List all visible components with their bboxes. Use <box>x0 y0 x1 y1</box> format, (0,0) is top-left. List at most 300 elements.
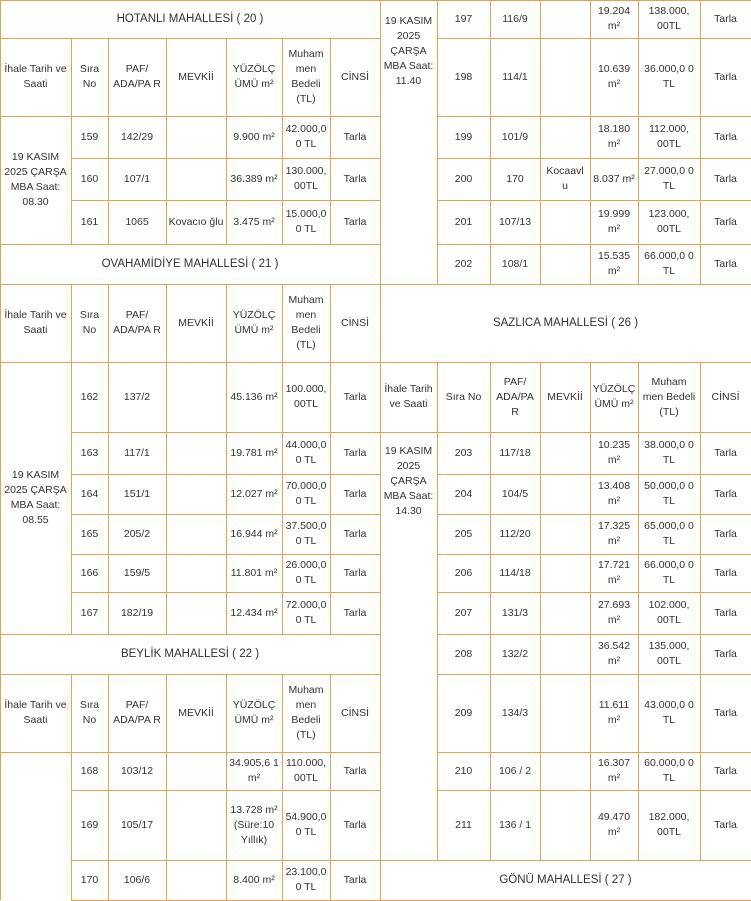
table-border <box>638 158 639 200</box>
table-border <box>700 244 701 284</box>
table-border <box>490 752 491 790</box>
table-cell-bedel: 60.000,0 0 TL <box>644 757 694 784</box>
table-cell-alan: 16.944 m² <box>230 527 278 540</box>
table-border <box>700 116 701 158</box>
table-border <box>540 362 541 432</box>
table-border <box>226 514 227 554</box>
table-border <box>330 200 331 244</box>
table-border <box>380 0 381 284</box>
table-cell-alan: 13.408 m² <box>597 480 631 507</box>
table-border <box>590 674 591 752</box>
table-border <box>700 514 701 554</box>
auction-date-cell: 19 KASIM 2025 ÇARŞA MBA Saat: 11.40 <box>383 15 434 87</box>
table-border <box>437 674 751 675</box>
table-border <box>226 158 227 200</box>
table-border <box>437 514 438 554</box>
table-border <box>71 200 72 244</box>
table-cell-cins: Tarla <box>343 818 367 831</box>
table-border <box>638 200 639 244</box>
table-border <box>380 362 381 432</box>
column-header: CİNSİ <box>340 706 369 719</box>
table-cell-sira: 198 <box>454 70 473 83</box>
table-border <box>282 554 283 592</box>
table-cell-cins: Tarla <box>343 606 367 619</box>
table-border <box>437 116 438 158</box>
table-border <box>166 158 167 200</box>
table-border <box>540 474 541 514</box>
table-cell-mevkii <box>540 0 590 38</box>
table-border <box>540 790 541 860</box>
table-border <box>166 752 167 790</box>
table-border <box>490 474 491 514</box>
table-border <box>226 860 227 900</box>
table-border <box>437 752 751 753</box>
table-border <box>282 752 283 790</box>
table-border <box>638 116 639 158</box>
table-border <box>282 474 283 514</box>
table-border <box>71 362 72 432</box>
table-border <box>108 514 109 554</box>
table-cell-cins: Tarla <box>343 527 367 540</box>
table-cell-cins: Tarla <box>714 706 737 719</box>
table-cell-bedel: 102.000, 00TL <box>648 599 690 626</box>
table-cell-ada: 106/6 <box>123 873 151 886</box>
table-cell-ada: 116/9 <box>502 12 528 25</box>
table-border <box>166 200 167 244</box>
table-border <box>638 514 639 554</box>
column-header: Sıra No <box>79 699 100 726</box>
table-cell-cins: Tarla <box>343 566 367 579</box>
table-cell-alan: 36.389 m² <box>230 172 278 185</box>
table-cell-mevkii <box>540 244 590 284</box>
table-border <box>437 514 751 515</box>
table-cell-sira: 167 <box>80 606 99 619</box>
table-cell-alan: 17.721 m² <box>597 559 631 586</box>
table-border <box>71 38 72 116</box>
table-border <box>0 634 1 674</box>
table-cell-cins: Tarla <box>343 446 367 459</box>
table-cell-sira: 159 <box>80 130 99 143</box>
table-border <box>282 860 283 900</box>
table-cell-mevkii <box>166 158 226 200</box>
table-cell-sira: 166 <box>80 566 99 579</box>
table-border <box>226 674 227 752</box>
table-border <box>226 752 227 790</box>
column-header: İhale Tarih ve Saati <box>4 63 67 90</box>
table-cell-alan: 19.999 m² <box>597 208 631 235</box>
table-cell-alan: 49.470 m² <box>597 811 631 838</box>
table-cell-mevkii <box>166 592 226 634</box>
table-border <box>226 284 227 362</box>
table-border <box>108 158 109 200</box>
table-border <box>330 592 331 634</box>
table-border <box>437 674 438 752</box>
table-border <box>700 592 701 634</box>
table-cell-sira: 162 <box>80 390 99 403</box>
table-cell-cins: Tarla <box>714 606 737 619</box>
table-border <box>490 432 491 474</box>
table-cell-alan: 11.611 m² <box>598 699 630 726</box>
table-cell-ada: 170 <box>506 172 524 185</box>
table-border <box>540 592 541 634</box>
table-cell-alan: 45.136 m² <box>230 390 278 403</box>
table-border <box>700 752 701 790</box>
column-header: Muham men Bedeli (TL) <box>288 48 324 105</box>
column-header: İhale Tarih ve Saati <box>384 383 433 410</box>
table-border <box>108 362 109 432</box>
table-cell-ada: 107/1 <box>123 172 151 185</box>
table-border <box>108 38 109 116</box>
table-cell-sira: 163 <box>80 446 99 459</box>
table-border <box>166 38 167 116</box>
table-border <box>437 200 751 201</box>
table-cell-sira: 203 <box>454 446 473 459</box>
table-cell-sira: 204 <box>454 487 473 500</box>
table-border <box>71 554 72 592</box>
table-cell-bedel: 65.000,0 0 TL <box>644 520 694 547</box>
column-header: YÜZÖLÇ ÜMÜ m² <box>592 383 636 410</box>
table-cell-sira: 168 <box>80 764 99 777</box>
table-border <box>540 432 541 474</box>
table-cell-bedel: 123.000, 00TL <box>648 208 690 235</box>
table-border <box>490 244 491 284</box>
table-border <box>700 38 701 116</box>
table-border <box>638 362 639 432</box>
column-header: CİNSİ <box>340 70 369 83</box>
table-border <box>282 38 283 116</box>
table-border <box>282 432 283 474</box>
table-border <box>590 362 591 432</box>
table-border <box>540 38 541 116</box>
table-border <box>540 116 541 158</box>
table-border <box>166 362 167 432</box>
table-cell-bedel: 110.000, 00TL <box>285 757 327 784</box>
table-cell-sira: 209 <box>454 706 473 719</box>
table-border <box>108 200 109 244</box>
column-header: PAF/ ADA/PA R <box>113 699 161 726</box>
table-border <box>282 284 283 362</box>
table-border <box>226 554 227 592</box>
table-cell-mevkii <box>540 674 590 752</box>
table-border <box>226 116 227 158</box>
table-cell-mevkii <box>540 752 590 790</box>
table-border <box>0 38 1 116</box>
table-cell-mevkii <box>540 592 590 634</box>
auction-date-cell: 19 KASIM 2025 ÇARŞA MBA Saat: 08.55 <box>4 469 67 526</box>
table-border <box>380 362 751 363</box>
column-header: YÜZÖLÇ ÜMÜ m² <box>232 309 276 336</box>
table-border <box>540 674 541 752</box>
table-border <box>490 38 491 116</box>
table-border <box>0 244 1 284</box>
table-border <box>380 860 381 900</box>
table-cell-mevkii <box>540 790 590 860</box>
table-border <box>638 0 639 38</box>
table-cell-mevkii: Kocaavl u <box>546 165 584 192</box>
table-cell-bedel: 135.000, 00TL <box>648 640 690 667</box>
table-border <box>282 116 283 158</box>
table-border <box>437 790 438 860</box>
table-border <box>226 790 227 860</box>
table-border <box>700 674 701 752</box>
table-cell-sira: 210 <box>454 764 473 777</box>
table-border <box>700 200 701 244</box>
table-border <box>437 244 438 284</box>
table-border <box>0 634 380 635</box>
table-border <box>638 674 639 752</box>
auction-date-cell: 19 KASIM 2025 ÇARŞA MBA Saat: 08.30 <box>4 151 67 208</box>
table-cell-alan: 19.781 m² <box>230 446 278 459</box>
table-border <box>700 554 701 592</box>
column-header: İhale Tarih ve Saati <box>4 699 67 726</box>
table-cell-ada: 182/19 <box>120 606 154 619</box>
table-border <box>437 634 751 635</box>
table-cell-bedel: 70.000,0 0 TL <box>285 480 327 507</box>
table-border <box>540 514 541 554</box>
table-cell-cins: Tarla <box>343 487 367 500</box>
table-cell-sira: 165 <box>80 527 99 540</box>
table-cell-ada: 159/5 <box>123 566 151 579</box>
table-border <box>437 158 438 200</box>
column-header: PAF/ ADA/PA R <box>113 63 161 90</box>
table-cell-bedel: 27.000,0 0 TL <box>644 165 694 192</box>
table-cell-bedel: 112.000, 00TL <box>648 123 690 150</box>
table-cell-sira: 201 <box>454 215 473 228</box>
table-cell-sira: 207 <box>454 606 473 619</box>
table-border <box>108 474 109 514</box>
table-border <box>330 790 331 860</box>
table-cell-ada: 101/9 <box>501 130 529 143</box>
table-border <box>490 514 491 554</box>
table-cell-sira: 208 <box>454 647 473 660</box>
table-border <box>490 592 491 634</box>
table-border <box>540 158 541 200</box>
table-cell-mevkii: Kovacıo ğlu <box>168 215 224 228</box>
table-border <box>638 474 639 514</box>
table-cell-cins: Tarla <box>714 446 737 459</box>
table-cell-alan: 16.307 m² <box>597 757 631 784</box>
section-title-ovahamidiye: OVAHAMİDİYE MAHALLESİ ( 21 ) <box>101 257 279 270</box>
table-cell-mevkii <box>540 200 590 244</box>
table-border <box>490 0 491 38</box>
table-border <box>380 284 381 362</box>
table-cell-cins: Tarla <box>714 257 737 270</box>
table-border <box>108 860 109 900</box>
table-cell-alan: 18.180 m² <box>597 123 631 150</box>
table-border <box>437 244 751 245</box>
table-border <box>166 432 167 474</box>
table-cell-cins: Tarla <box>714 527 737 540</box>
table-border <box>108 554 109 592</box>
table-border <box>226 200 227 244</box>
table-cell-sira: 161 <box>80 215 99 228</box>
table-border <box>700 158 701 200</box>
table-cell-bedel: 66.000,0 0 TL <box>644 250 694 277</box>
table-border <box>437 474 438 514</box>
table-cell-bedel: 43.000,0 0 TL <box>644 699 694 726</box>
table-border <box>166 514 167 554</box>
table-cell-ada: 136 / 1 <box>498 818 532 831</box>
table-cell-bedel: 42.000,0 0 TL <box>285 123 327 150</box>
table-border <box>638 244 639 284</box>
table-border <box>0 38 380 39</box>
table-border <box>590 474 591 514</box>
auction-date-cell: 19 KASIM 2025 ÇARŞA MBA Saat: 14.30 <box>383 445 434 517</box>
table-border <box>166 474 167 514</box>
table-cell-alan: 15.535 m² <box>597 250 631 277</box>
table-border <box>0 284 380 285</box>
table-border <box>540 0 541 38</box>
table-border <box>490 674 491 752</box>
table-border <box>700 790 701 860</box>
table-cell-sira: 202 <box>454 257 473 270</box>
table-cell-cins: Tarla <box>343 130 367 143</box>
table-cell-ada: 105/17 <box>120 818 154 831</box>
table-border <box>437 592 438 634</box>
table-cell-ada: 132/2 <box>501 647 529 660</box>
column-header: MEVKİİ <box>178 70 214 83</box>
table-border <box>437 790 751 791</box>
table-cell-mevkii <box>166 514 226 554</box>
table-cell-ada: 104/5 <box>501 487 529 500</box>
table-border <box>71 592 72 634</box>
table-cell-alan: 19.204 m² <box>597 5 631 32</box>
column-header: YÜZÖLÇ ÜMÜ m² <box>232 63 276 90</box>
table-cell-bedel: 182.000, 00TL <box>648 811 690 838</box>
table-border <box>380 284 751 285</box>
table-border <box>700 634 701 674</box>
table-cell-sira: 169 <box>80 818 99 831</box>
table-border <box>0 244 380 245</box>
table-cell-bedel: 138.000, 00TL <box>648 5 690 32</box>
table-border <box>71 674 72 752</box>
table-cell-mevkii <box>166 474 226 514</box>
table-cell-sira: 170 <box>80 873 99 886</box>
table-border <box>437 554 438 592</box>
table-border <box>166 284 167 362</box>
table-cell-alan: 12.027 m² <box>230 487 278 500</box>
table-cell-sira: 211 <box>455 818 472 831</box>
table-border <box>700 432 701 474</box>
table-border <box>0 362 1 634</box>
table-cell-ada: 137/2 <box>123 390 151 403</box>
table-border <box>700 0 701 38</box>
table-border <box>330 554 331 592</box>
table-border <box>638 554 639 592</box>
table-border <box>540 200 541 244</box>
table-border <box>0 674 1 752</box>
table-cell-mevkii <box>540 474 590 514</box>
table-cell-ada: 103/12 <box>120 764 154 777</box>
table-border <box>226 432 227 474</box>
table-cell-sira: 160 <box>80 172 99 185</box>
table-border <box>490 158 491 200</box>
table-cell-alan: 11.801 m² <box>230 566 278 579</box>
table-cell-sira: 200 <box>454 172 473 185</box>
table-border <box>330 674 331 752</box>
table-cell-ada: 114/18 <box>499 566 531 579</box>
table-border <box>540 244 541 284</box>
table-cell-ada: 108/1 <box>501 257 529 270</box>
table-border <box>166 790 167 860</box>
table-cell-alan: 34.905,6 1 m² <box>229 757 279 784</box>
table-border <box>71 284 72 362</box>
table-cell-mevkii <box>166 116 226 158</box>
table-border <box>71 474 72 514</box>
column-header: MEVKİİ <box>178 316 214 329</box>
table-border <box>590 752 591 790</box>
table-cell-sira: 206 <box>454 566 473 579</box>
table-cell-cins: Tarla <box>714 566 737 579</box>
table-border <box>437 634 438 674</box>
column-header: MEVKİİ <box>547 390 583 403</box>
table-cell-cins: Tarla <box>714 215 737 228</box>
table-cell-bedel: 37.500,0 0 TL <box>285 520 327 547</box>
table-cell-bedel: 72.000,0 0 TL <box>285 599 327 626</box>
column-header: CİNSİ <box>711 390 740 403</box>
table-cell-alan: 10.235 m² <box>597 439 631 466</box>
table-cell-ada: 131/3 <box>501 606 529 619</box>
table-cell-ada: 117/1 <box>124 446 150 459</box>
table-border <box>490 116 491 158</box>
table-border <box>638 432 639 474</box>
table-cell-ada: 151/1 <box>123 487 151 500</box>
table-border <box>0 116 1 244</box>
table-cell-mevkii <box>540 116 590 158</box>
table-border <box>437 38 751 39</box>
table-cell-cins: Tarla <box>714 172 737 185</box>
table-border <box>437 432 438 474</box>
table-cell-mevkii <box>540 514 590 554</box>
table-border <box>490 790 491 860</box>
table-border <box>437 362 438 432</box>
table-border <box>71 860 72 900</box>
table-border <box>330 474 331 514</box>
table-border <box>166 860 167 900</box>
column-header: YÜZÖLÇ ÜMÜ m² <box>232 699 276 726</box>
table-cell-alan: 17.325 m² <box>597 520 631 547</box>
table-border <box>71 514 72 554</box>
table-cell-ada: 134/3 <box>501 706 529 719</box>
table-border <box>380 432 437 433</box>
table-border <box>282 674 283 752</box>
table-border <box>226 592 227 634</box>
table-cell-bedel: 23.100,0 0 TL <box>285 866 327 893</box>
table-cell-mevkii <box>540 38 590 116</box>
table-cell-bedel: 50.000,0 0 TL <box>644 480 694 507</box>
table-border <box>71 432 72 474</box>
table-border <box>226 38 227 116</box>
table-cell-bedel: 38.000,0 0 TL <box>644 439 694 466</box>
table-cell-alan: 27.693 m² <box>597 599 631 626</box>
column-header: Muham men Bedeli (TL) <box>642 375 696 418</box>
table-border <box>0 752 1 900</box>
table-cell-ada: 142/29 <box>120 130 154 143</box>
table-border <box>700 362 701 432</box>
table-cell-alan: 36.542 m² <box>597 640 631 667</box>
table-cell-cins: Tarla <box>343 390 367 403</box>
table-border <box>590 592 591 634</box>
table-border <box>0 284 1 362</box>
table-border <box>330 362 331 432</box>
column-header: Muham men Bedeli (TL) <box>288 294 324 351</box>
table-cell-mevkii <box>166 362 226 432</box>
table-cell-cins: Tarla <box>714 12 737 25</box>
table-border <box>0 116 71 117</box>
table-border <box>590 554 591 592</box>
table-cell-cins: Tarla <box>343 873 367 886</box>
table-cell-cins: Tarla <box>714 487 737 500</box>
